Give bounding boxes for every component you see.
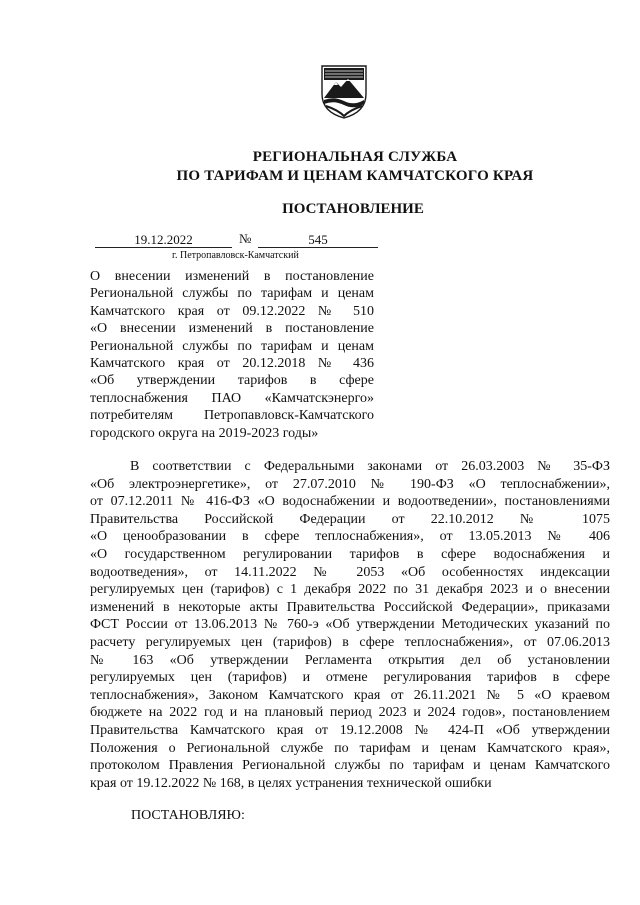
body-line: края от 19.12.2022 № 168, в целях устранения технической ошибки bbox=[90, 775, 492, 791]
body-line: Положения о Региональной службе по тарифам и ценам Камчатского края», bbox=[90, 740, 610, 756]
body-line: изменений в некоторые акты Правительства Российской Федерации», приказами bbox=[90, 599, 610, 615]
subject-line: городского округа на 2019-2023 годы» bbox=[90, 425, 319, 441]
body-line: протоколом Правления Региональной службы по тарифам и ценам Камчатского bbox=[90, 758, 610, 774]
document-number: 545 bbox=[258, 232, 378, 248]
body-line: «О государственном регулировании тарифов в сфере водоснабжения и bbox=[90, 546, 610, 562]
body-line: регулируемых цен (тарифов) и отмене регулирования тарифов в сфере bbox=[90, 670, 610, 686]
body-line: расчету регулируемых цен (тарифов) в сфере теплоснабжения», от 07.06.2013 bbox=[90, 634, 610, 650]
body-line: теплоснабжения», Законом Камчатского края от 26.11.2021 № 5 «О краевом bbox=[90, 687, 610, 703]
body-line: № 163 «Об утверждении Регламента открытия дел об установлении bbox=[90, 652, 610, 668]
kamchatka-coat-of-arms-icon bbox=[318, 60, 370, 120]
organization-name-line2: ПО ТАРИФАМ И ЦЕНАМ КАМЧАТСКОГО КРАЯ bbox=[176, 168, 534, 184]
body-line: регулируемых цен (тарифов) с 1 декабря 2022 по 31 декабря 2023 и о внесении bbox=[90, 582, 610, 598]
body-line: ФСТ России от 13.06.2013 № 760-э «Об утверждении Методических указаний по bbox=[90, 617, 610, 633]
number-sign: № bbox=[239, 231, 252, 246]
document-subject bbox=[90, 268, 374, 442]
subject-line: Региональной службы по тарифам и ценам bbox=[90, 338, 374, 354]
body-line: «О ценообразовании в сфере теплоснабжения», от 13.05.2013 № 406 bbox=[90, 529, 610, 545]
body-line: В соответствии с Федеральными законами от 26.03.2003 № 35-ФЗ bbox=[130, 459, 610, 474]
subject-line: «Об утверждении тарифов в сфере bbox=[90, 373, 374, 389]
document-date: 19.12.2022 bbox=[95, 232, 232, 248]
subject-line: «О внесении изменений в постановление bbox=[90, 321, 374, 337]
subject-line: О внесении изменений в постановление bbox=[90, 269, 374, 284]
resolution-heading: ПОСТАНОВЛЯЮ: bbox=[131, 808, 245, 823]
document-city: г. Петропавловск-Камчатский bbox=[172, 250, 299, 261]
subject-line: Камчатского края от 20.12.2018 № 436 bbox=[90, 356, 374, 372]
organization-name-line1: РЕГИОНАЛЬНАЯ СЛУЖБА bbox=[252, 149, 458, 165]
subject-line: Камчатского края от 09.12.2022 № 510 bbox=[90, 303, 374, 319]
document-type: ПОСТАНОВЛЕНИЕ bbox=[282, 201, 424, 217]
subject-line: Региональной службы по тарифам и ценам bbox=[90, 286, 374, 302]
document-body bbox=[90, 458, 610, 792]
body-line: Правительства Камчатского края от 19.12.2008 № 424-П «Об утверждении bbox=[90, 722, 610, 738]
body-line: водоотведения», от 14.11.2022 № 2053 «Об особенностях индексации bbox=[90, 564, 610, 580]
body-line: Правительства Российской Федерации от 22.10.2012 № 1075 bbox=[90, 511, 610, 527]
subject-line: потребителям Петропавловск-Камчатского bbox=[90, 408, 374, 424]
body-line: бюджете на 2022 год и на плановый период 2023 и 2024 годов», постановлением bbox=[90, 705, 610, 721]
subject-line: теплоснабжения ПАО «Камчатскэнерго» bbox=[90, 390, 374, 406]
body-line: от 07.12.2011 № 416-ФЗ «О водоснабжении и водоотведении», постановлениями bbox=[90, 494, 610, 510]
body-line: «Об электроэнергетике», от 27.07.2010 № 190-ФЗ «О теплоснабжении», bbox=[90, 476, 610, 492]
